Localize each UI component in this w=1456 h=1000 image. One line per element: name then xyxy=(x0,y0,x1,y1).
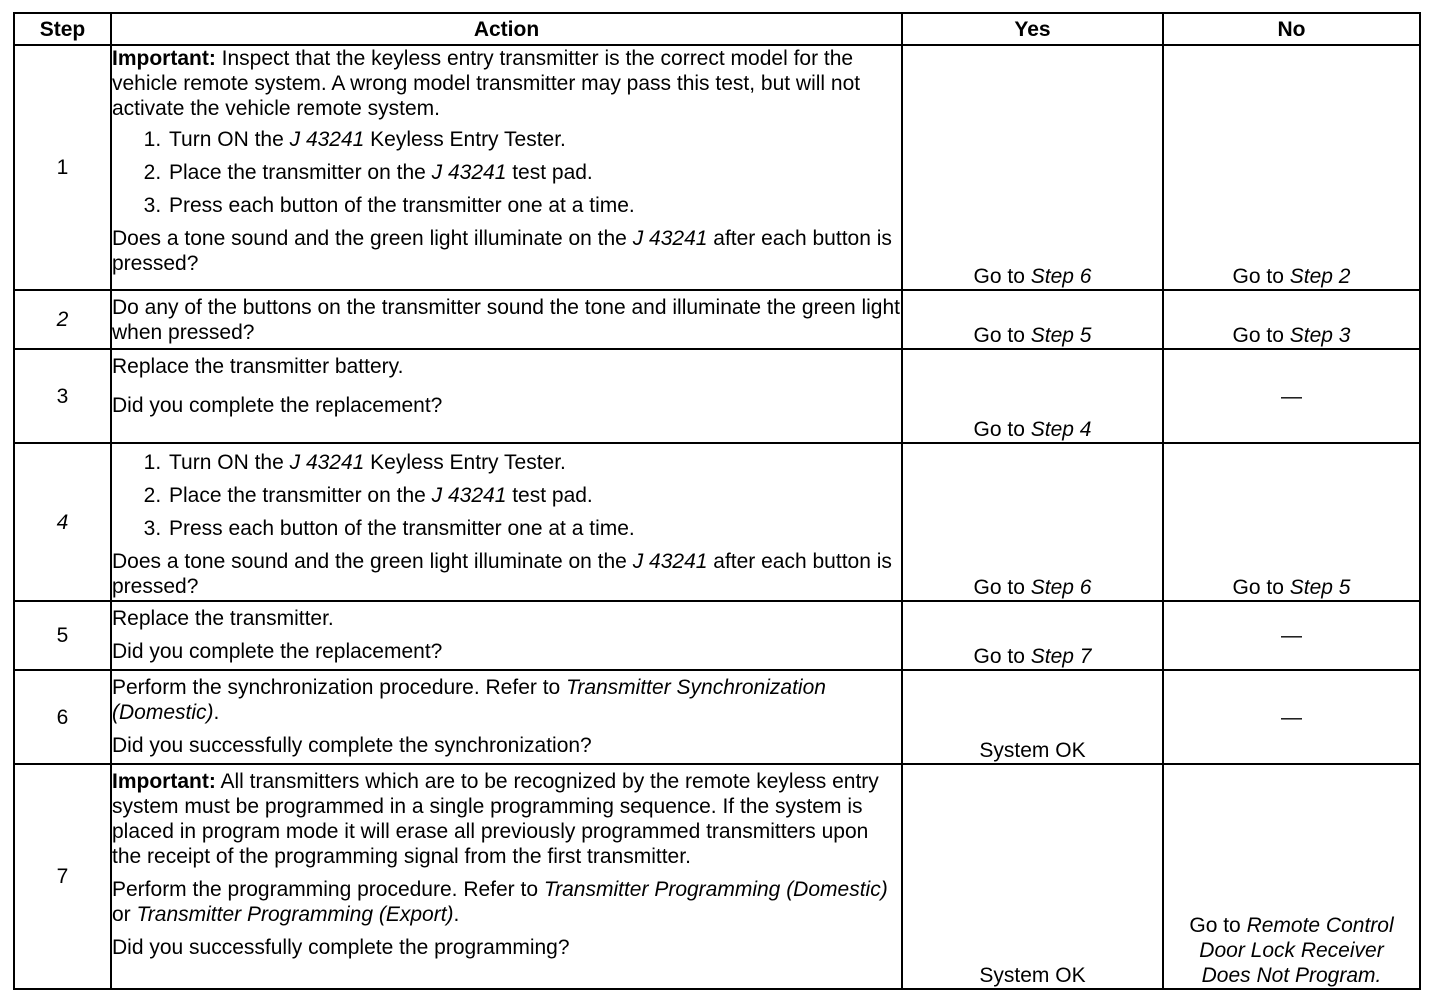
question: Does a tone sound and the green light illuminate on the J 43241 after each button is pressed? xyxy=(112,227,892,275)
question: Did you successfully complete the programming? xyxy=(112,936,570,959)
list-item: 1. Turn ON the J 43241 Keyless Entry Tester. xyxy=(167,450,901,475)
step-number: 2 xyxy=(14,290,111,349)
step-link[interactable]: Step 6 xyxy=(1030,576,1092,599)
procedure-ref[interactable]: Transmitter Synchronization (Domestic) xyxy=(112,676,826,724)
step-link[interactable]: Step 2 xyxy=(1289,265,1351,288)
table-row-step-1 xyxy=(14,45,1420,290)
tool-ref: J 43241 xyxy=(289,128,365,151)
procedure-ref[interactable]: Transmitter Programming (Domestic) xyxy=(543,878,888,901)
question: Do any of the buttons on the transmitter sound the tone and illuminate the green light when pressed? xyxy=(112,296,901,344)
yes-result: Go to Step 6 xyxy=(902,443,1163,601)
step-number: 1 xyxy=(14,45,111,290)
important-label: Important: xyxy=(112,47,216,70)
step-link[interactable]: Step 7 xyxy=(1030,645,1092,668)
yes-result: System OK xyxy=(902,764,1163,989)
table-row-step-4 xyxy=(14,443,1420,601)
step-link[interactable]: Step 6 xyxy=(1030,265,1092,288)
no-result xyxy=(1163,601,1420,670)
yes-result: Go to Step 7 xyxy=(902,601,1163,670)
action-cell xyxy=(111,670,902,764)
tool-ref: J 43241 xyxy=(431,484,507,507)
header-action: Action xyxy=(111,13,902,45)
action-cell xyxy=(111,290,902,349)
table-row-step-2 xyxy=(14,290,1420,349)
no-result: Go to Step 2 xyxy=(1163,45,1420,290)
header-no: No xyxy=(1163,13,1420,45)
no-result: Go to Remote Control Door Lock Receiver Does Not Program. xyxy=(1163,764,1420,989)
action-text: Replace the transmitter. xyxy=(112,607,334,630)
step-number: 4 xyxy=(14,443,111,601)
yes-result: Go to Step 6 xyxy=(902,45,1163,290)
list-item: 3. Press each button of the transmitter one at a time. xyxy=(167,516,901,541)
action-cell xyxy=(111,601,902,670)
important-note: Important: Inspect that the keyless entry transmitter is the correct model for the vehicle remote system. A wrong model transmitter may pass this test, but will not activate the vehicle remote system. xyxy=(112,47,861,120)
diagnostic-table xyxy=(13,12,1421,990)
no-result xyxy=(1163,349,1420,443)
procedure-list xyxy=(112,127,901,218)
header-step: Step xyxy=(14,13,111,45)
header-row xyxy=(14,13,1420,45)
step-link[interactable]: Step 4 xyxy=(1030,418,1092,441)
step-number: 6 xyxy=(14,670,111,764)
step-link[interactable]: Step 5 xyxy=(1289,576,1351,599)
question: Does a tone sound and the green light illuminate on the J 43241 after each button is pressed? xyxy=(112,550,892,598)
question: Did you complete the replacement? xyxy=(112,640,443,663)
table-row-step-7 xyxy=(14,764,1420,989)
header-yes: Yes xyxy=(902,13,1163,45)
tool-ref: J 43241 xyxy=(431,161,507,184)
action-cell xyxy=(111,45,902,290)
step-number: 7 xyxy=(14,764,111,989)
action-cell xyxy=(111,443,902,601)
action-text: Perform the synchronization procedure. Refer to Transmitter Synchronization (Domestic). xyxy=(112,676,826,724)
list-item: 1. Turn ON the J 43241 Keyless Entry Tester. xyxy=(167,127,901,152)
list-item: 3. Press each button of the transmitter one at a time. xyxy=(167,193,901,218)
no-dash: — xyxy=(1281,384,1302,408)
no-result: Go to Step 5 xyxy=(1163,443,1420,601)
action-text: Replace the transmitter battery. xyxy=(112,355,404,378)
important-label: Important: xyxy=(112,770,216,793)
action-cell xyxy=(111,764,902,989)
no-result xyxy=(1163,670,1420,764)
procedure-ref[interactable]: Transmitter Programming (Export) xyxy=(136,903,454,926)
table-row-step-3 xyxy=(14,349,1420,443)
action-cell xyxy=(111,349,902,443)
step-number: 3 xyxy=(14,349,111,443)
yes-result: System OK xyxy=(902,670,1163,764)
procedure-list xyxy=(112,450,901,541)
no-dash: — xyxy=(1281,705,1302,729)
table-row-step-5 xyxy=(14,601,1420,670)
question: Did you complete the replacement? xyxy=(112,394,443,417)
list-item: 2. Place the transmitter on the J 43241 test pad. xyxy=(167,483,901,508)
action-text: Perform the programming procedure. Refer to Transmitter Programming (Domestic) or Transmitter Programming (Export). xyxy=(112,878,888,926)
yes-result: Go to Step 5 xyxy=(902,290,1163,349)
step-link[interactable]: Step 3 xyxy=(1289,324,1351,347)
procedure-ref[interactable]: Remote Control Door Lock Receiver Does Not Program xyxy=(1199,914,1394,987)
list-item: 2. Place the transmitter on the J 43241 test pad. xyxy=(167,160,901,185)
no-result: Go to Step 3 xyxy=(1163,290,1420,349)
tool-ref: J 43241 xyxy=(289,451,365,474)
step-link[interactable]: Step 5 xyxy=(1030,324,1092,347)
question: Did you successfully complete the synchronization? xyxy=(112,734,592,757)
step-number: 5 xyxy=(14,601,111,670)
important-note: Important: All transmitters which are to be recognized by the remote keyless entry system must be programmed in a single programming sequence. If the system is placed in program mode it will erase all previously programmed transmitters upon the receipt of the programming signal from the first transmitter. xyxy=(112,770,879,868)
yes-result: Go to Step 4 xyxy=(902,349,1163,443)
no-dash: — xyxy=(1281,624,1302,647)
table-row-step-6 xyxy=(14,670,1420,764)
